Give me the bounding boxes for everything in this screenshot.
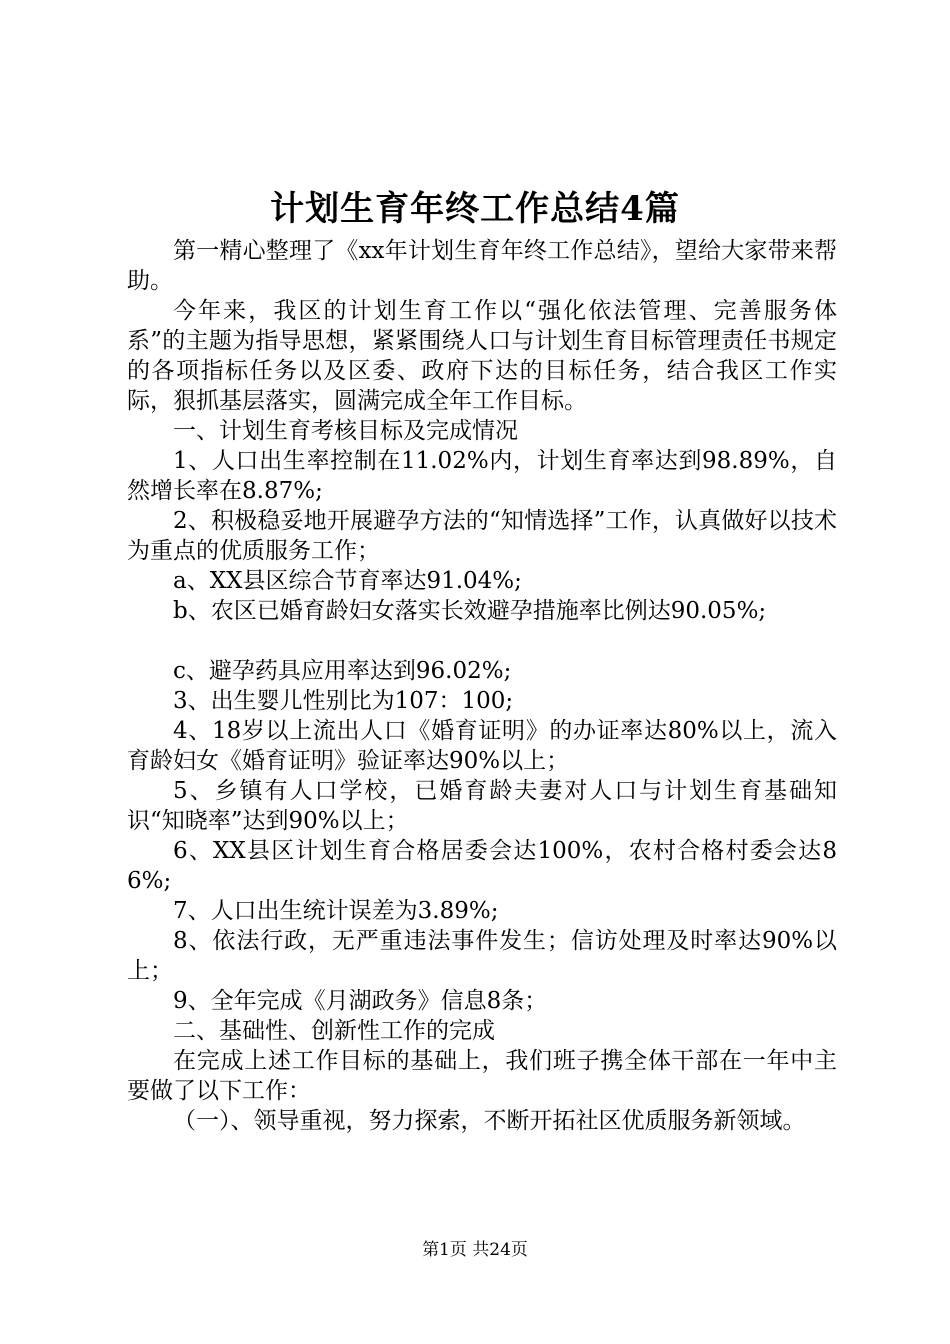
page-number: 第1页 共24页 bbox=[422, 1240, 528, 1260]
work-paragraph: 在完成上述工作目标的基础上，我们班子携全体干部在一年中主要做了以下工作： bbox=[127, 1048, 837, 1104]
section-heading-1: 一、计划生育考核目标及完成情况 bbox=[173, 418, 518, 444]
list-item: 5、乡镇有人口学校，已婚育龄夫妻对人口与计划生育基础知识“知晓率”达到90%以上； bbox=[127, 778, 837, 834]
list-item: a、XX县区综合节育率达91.04%; bbox=[173, 568, 522, 594]
list-item: 3、出生婴儿性别比为107：100; bbox=[173, 688, 514, 714]
summary-paragraph: 今年来，我区的计划生育工作以“强化依法管理、完善服务体系”的主题为指导思想，紧紧围绕人口与计划生育目标管理责任书规定的各项指标任务以及区委、政府下达的目标任务，结合我区工作实际，狠抓基层落实，圆满完成全年工作目标。 bbox=[127, 298, 837, 414]
list-item: 1、人口出生率控制在11.02%内，计划生育率达到98.89%，自然增长率在8.87%; bbox=[127, 448, 837, 504]
list-item: 4、18岁以上流出人口《婚育证明》的办证率达80%以上，流入育龄妇女《婚育证明》验证率达90%以上； bbox=[127, 718, 837, 774]
list-item: 2、积极稳妥地开展避孕方法的“知情选择”工作，认真做好以技术为重点的优质服务工作； bbox=[127, 508, 837, 564]
intro-paragraph: 第一精心整理了《xx年计划生育年终工作总结》，望给大家带来帮助。 bbox=[127, 238, 837, 294]
list-item: 9、全年完成《月湖政务》信息8条； bbox=[173, 988, 548, 1014]
subsection-heading: （一）、领导重视，努力探索，不断开拓社区优质服务新领域。 bbox=[173, 1108, 806, 1134]
document-body bbox=[127, 236, 837, 1136]
document-title: 计划生育年终工作总结4篇 bbox=[270, 189, 680, 229]
list-item: 8、依法行政，无严重违法事件发生；信访处理及时率达90%以上； bbox=[127, 928, 837, 984]
list-item: 7、人口出生统计误差为3.89%; bbox=[173, 898, 499, 924]
list-item: b、农区已婚育龄妇女落实长效避孕措施率比例达90.05%; bbox=[173, 598, 767, 624]
section-heading-2: 二、基础性、创新性工作的完成 bbox=[173, 1018, 495, 1044]
list-item: c、避孕药具应用率达到96.02%; bbox=[173, 658, 512, 684]
list-item: 6、XX县区计划生育合格居委会达100%，农村合格村委会达86%; bbox=[127, 838, 837, 894]
